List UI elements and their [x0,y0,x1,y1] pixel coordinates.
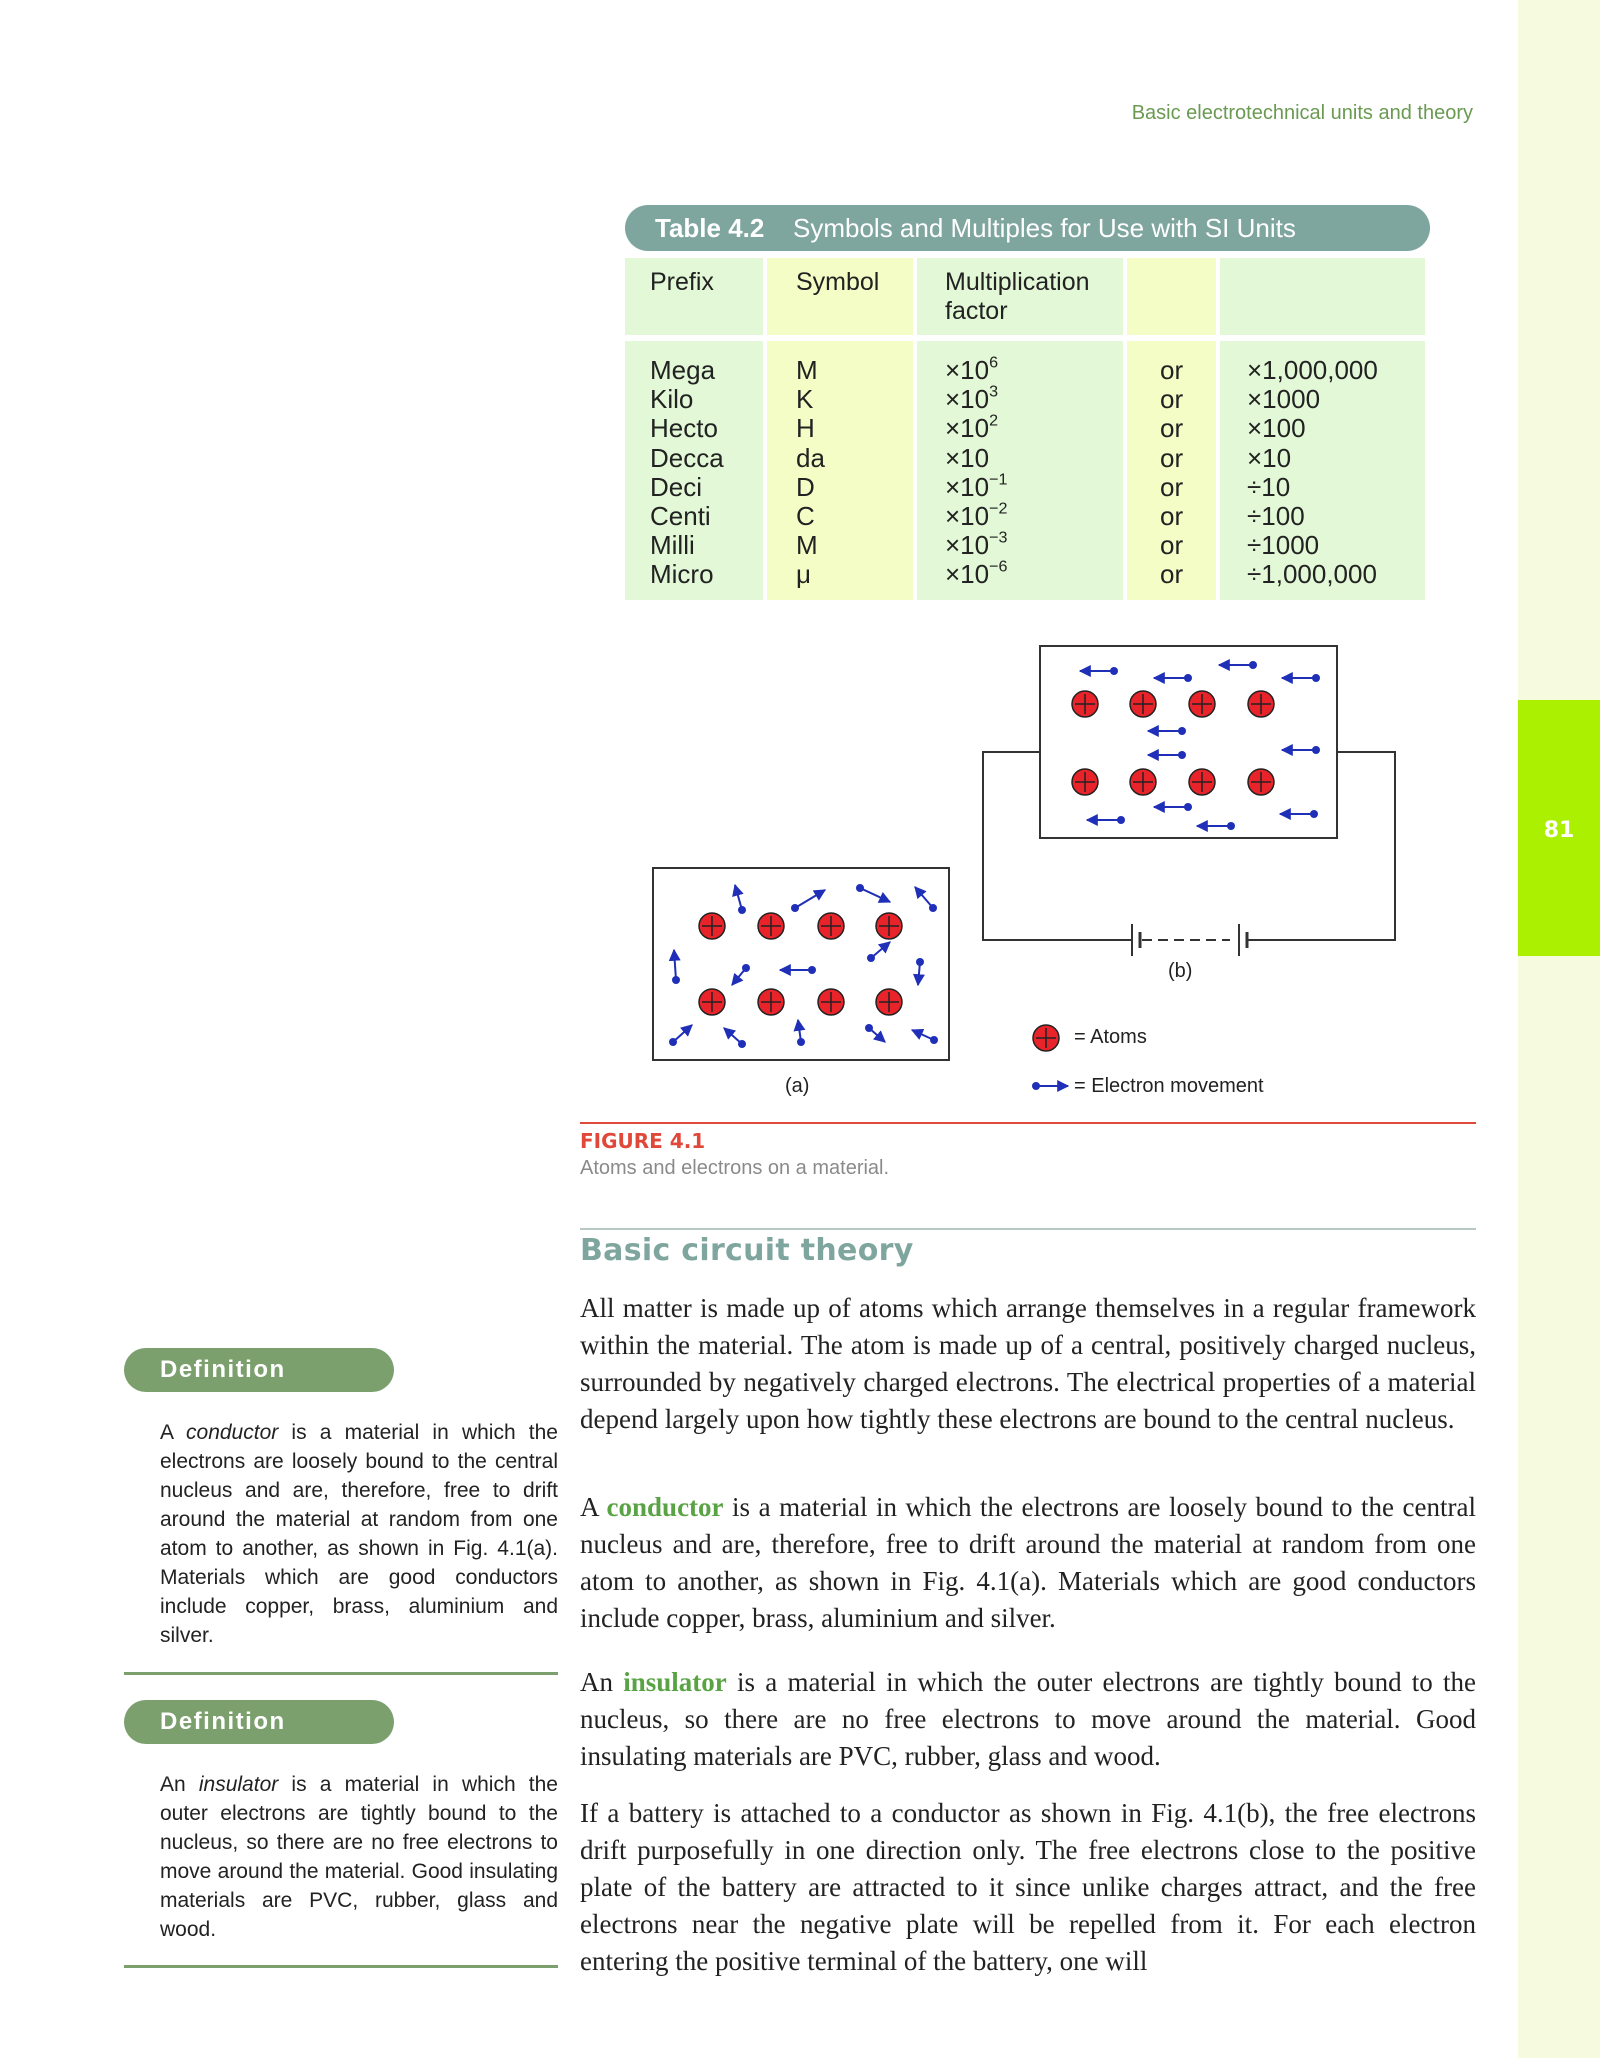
cell-prefix: Deci [650,471,703,502]
definition-insulator [160,1770,558,1944]
cell-prefix: Milli [650,530,695,561]
def2-body: is a material in which the outer electrons are tightly bound to the nucleus, so there are no free electrons to move around the material. Good insulating materials are PVC, rubber, glass and wood. [160,1773,558,1941]
margin-strip [1518,0,1600,2058]
cell-symbol: M [796,530,818,561]
cell-factor [945,560,1007,589]
factor-exponent: 3 [989,382,999,401]
cell-alt: ×100 [1247,413,1306,444]
atom-icon [1130,769,1156,795]
p3-body: is a material in which the outer electrons are tightly bound to the nucleus, so there are no free electrons to move around the material. Good insulating materials are PVC, rubber, glass and wood. [580,1667,1477,1771]
paragraph-1: All matter is made up of atoms which arrange themselves in a regular framework within the material. The atom is made up of a central, positively charged nucleus, surrounded by negatively charged electrons. The electrical properties of a material depend largely upon how tightly these electrons are bound to the central nucleus. [580,1293,1476,1434]
battery-icon [1132,924,1247,956]
factor-base: ×10 [945,559,990,590]
keyword-insulator: insulator [623,1667,727,1697]
factor-exponent: −2 [989,499,1008,518]
atom-icon [876,913,902,939]
atom-legend-icon [1033,1025,1059,1051]
page-number: 81 [1543,818,1575,843]
cell-prefix: Decca [650,442,724,473]
atom-icon [699,989,725,1015]
definition-rule [124,1965,558,1968]
paragraph-2 [580,1489,1476,1637]
cell-alt: ÷100 [1247,501,1305,531]
table-title: Symbols and Multiples for Use with SI Units [793,213,1296,243]
cell-or: or [1160,559,1184,590]
cell-symbol: C [796,501,815,531]
cell-symbol: K [796,384,814,415]
def1-lead: A [160,1421,187,1444]
factor-base: ×10 [945,501,990,531]
def2-term: insulator [198,1773,279,1796]
cell-prefix: Centi [650,501,711,531]
cell-factor [945,353,999,385]
factor-base: ×10 [945,442,990,473]
cell-or: or [1160,384,1184,415]
table-column [767,341,913,600]
cell-factor [945,528,1008,561]
atom-icon [876,989,902,1015]
atom-icon [699,913,725,939]
factor-base: ×10 [945,413,990,444]
cell-factor [945,470,1008,502]
cell-or: or [1160,355,1184,385]
factor-exponent: −6 [989,558,1008,577]
table-header-cell [1127,258,1216,335]
atom-icon [1248,769,1274,795]
definition-rule [124,1672,558,1675]
keyword-conductor: conductor [606,1492,724,1522]
electron-legend-icon [1032,1082,1068,1090]
p3-lead: An [580,1667,624,1697]
figure-4-1 [640,640,1490,1100]
legend-atoms-label: = Atoms [1074,1026,1147,1048]
atom-icon [758,989,784,1015]
cell-prefix: Mega [650,355,716,385]
atom-icon [1072,691,1098,717]
figure-label: FIGURE 4.1 [580,1129,706,1153]
cell-alt: ÷1000 [1247,530,1320,561]
cell-or: or [1160,442,1184,473]
header-symbol: Symbol [796,268,880,296]
factor-exponent: −3 [989,528,1008,547]
atom-icon [758,913,784,939]
definition-conductor [160,1418,558,1650]
cell-symbol: H [796,413,815,444]
cell-prefix: Micro [650,559,714,590]
cell-factor [945,444,989,473]
header-factor-line2: factor [945,297,1008,325]
atom-icon [818,989,844,1015]
table-heading [625,205,1430,251]
definition-heading-text: Definition [160,1708,286,1735]
atom-icon [1189,691,1215,717]
cell-alt: ÷10 [1247,471,1291,502]
table-number: Table 4.2 [655,213,765,243]
cell-prefix: Hecto [650,413,718,444]
cell-symbol: D [796,471,815,502]
cell-alt: ×1,000,000 [1247,355,1378,385]
factor-base: ×10 [945,384,990,415]
def1-term: conductor [186,1421,279,1444]
cell-symbol: M [796,355,818,385]
definition-heading [124,1348,394,1392]
section-title: Basic circuit theory [580,1233,914,1268]
cell-prefix: Kilo [650,384,694,415]
cell-alt: ×10 [1247,442,1292,473]
atom-icon [1072,769,1098,795]
figure-caption: Atoms and electrons on a material. [580,1157,890,1179]
figure-label-a: (a) [785,1075,810,1097]
def1-body: is a material in which the electrons are loosely bound to the central nucleus and are, therefore, free to drift around the material at random from one atom to another, as shown in Fig. 4.1(a). Materials which are good conductors include copper, brass, aluminium and silver. [160,1421,558,1647]
paragraph-3 [580,1664,1476,1775]
figure-label-b: (b) [1168,960,1193,982]
factor-exponent: 2 [989,412,999,431]
cell-factor [945,414,998,443]
cell-factor [945,382,999,415]
cell-or: or [1160,471,1184,502]
atom-icon [1189,769,1215,795]
factor-base: ×10 [945,471,990,502]
factor-exponent: −1 [989,470,1008,489]
cell-alt: ×1000 [1247,384,1321,415]
factor-base: ×10 [945,530,990,561]
cell-symbol: da [796,442,825,473]
header-prefix: Prefix [650,268,714,296]
figure-rule [580,1122,1476,1124]
p2-body: is a material in which the electrons are loosely bound to the central nucleus and are, therefore, free to drift around the material at random from one atom to another, as shown in Fig. 4.1(a). Materials which are good conductors include copper, brass, aluminium and silver. [580,1492,1476,1633]
cell-alt: ÷1,000,000 [1247,559,1377,590]
running-head: Basic electrotechnical units and theory [1131,102,1473,124]
cell-or: or [1160,413,1184,444]
def2-lead: An [160,1773,199,1796]
header-factor-line1: Multiplication [945,268,1090,296]
legend-electrons-label: = Electron movement [1074,1075,1264,1097]
atom-icon [1130,691,1156,717]
cell-or: or [1160,501,1184,531]
cell-or: or [1160,530,1184,561]
material-box-a [653,868,949,1060]
p2-lead: A [580,1492,607,1522]
factor-exponent: 6 [989,353,999,372]
cell-symbol: μ [796,559,811,590]
factor-base: ×10 [945,355,990,385]
paragraph-4: If a battery is attached to a conductor as shown in Fig. 4.1(b), the free electrons drift purposefully in one direction only. The free electrons close to the positive plate of the battery are attracted to it since unlike charges attract, and the free electrons near the negative plate will be repelled from it. For each electron entering the positive terminal of the battery, one will [580,1798,1476,1976]
cell-factor [945,499,1008,531]
definition-heading [124,1700,394,1744]
atom-icon [818,913,844,939]
table-header-cell [1220,258,1425,335]
section-rule [580,1228,1476,1230]
definition-heading-text: Definition [160,1356,286,1383]
atom-icon [1248,691,1274,717]
